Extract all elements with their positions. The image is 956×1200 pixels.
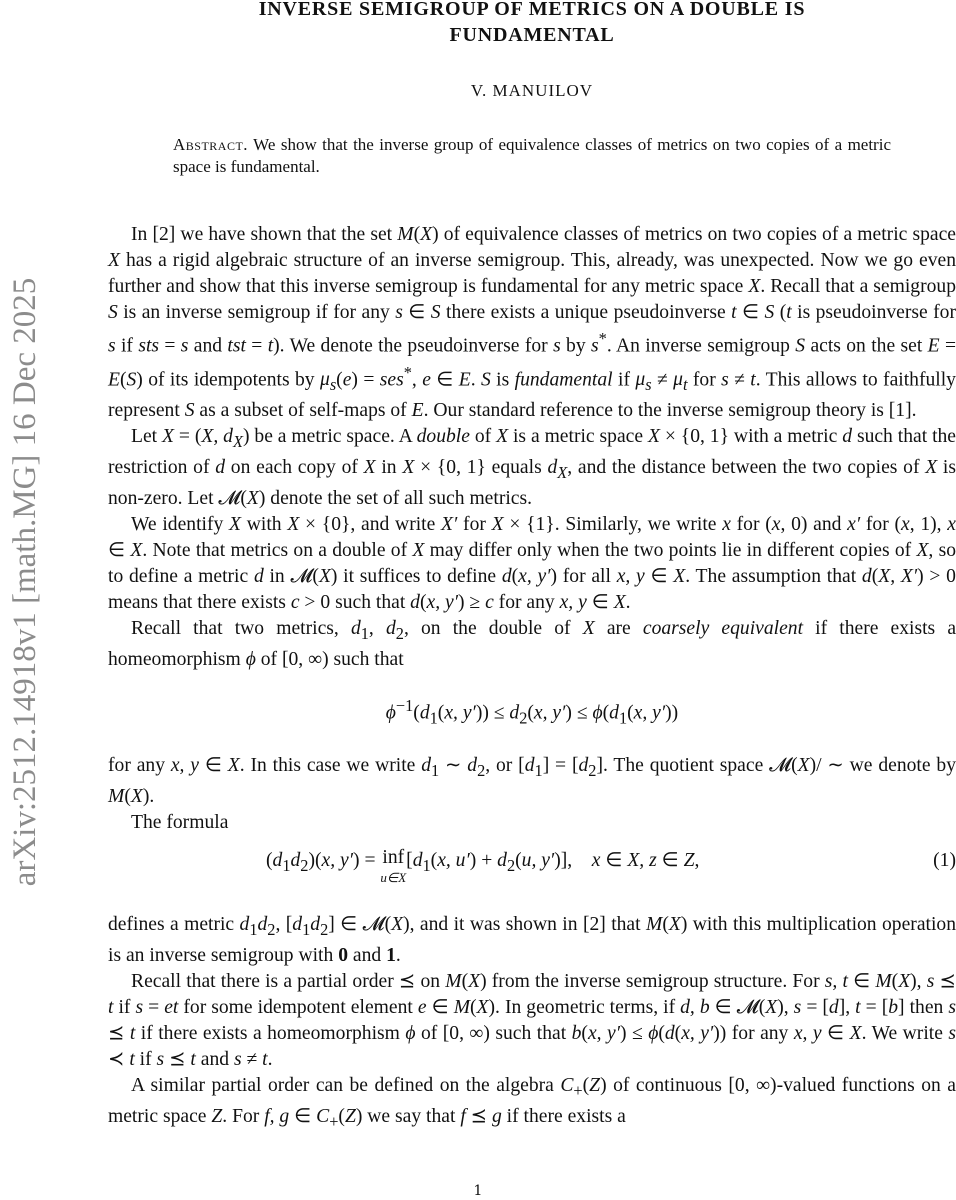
paragraph: The formula: [131, 812, 229, 834]
arxiv-identifier: arXiv:2512.14918v1 [math.MG] 16 Dec 2025: [7, 277, 43, 887]
equation-1: $(d_1d_2)(x$, y′) = inf u∈X [$d_1(x$, $u') + d_2(u$, y′)], x ∈ X, z ∈ Z, (1): [266, 847, 956, 886]
paragraph: defines a metric $d_1d_2$, $[d_1d_2]$ ∈ 𝓜(X), and it was shown in [2] that M(X) with this multiplication operation is an inverse semigroup with 0 and 1.: [108, 914, 956, 966]
paragraph: In [2] we have shown that the set M(X) of equivalence classes of metrics on two copies of a metric space X has a rigid algebraic structure of an inverse semigroup. This, already, was unexpected. Now we go even further and show that this inverse semigroup is fundamental for any metric space X. Recall that a semigroup S is an inverse semigroup if for any s ∈ S there exists a unique pseudoinverse t ∈ S (t is pseudoinverse for s if sts = s and tst = t). We denote the pseudoinverse for s by s*. An inverse semigroup S acts on the set E = E(S) of its idempotents by $\mu_s(e) = ses^*$, e ∈ E. S is fundamental if $\mu_s \ne \mu_t$ for s ≠ t. This allows to faithfully represent S as a subset of self-maps of E. Our standard reference to the inverse semigroup theory is [1].: [108, 224, 956, 421]
paragraph: We identify X with X × {0}, and write X′ for X × {1}. Similarly, we write x for (x, 0) and x′ for (x, 1), x ∈ X. Note that metrics on a double of X may differ only when the two points lie in different copies of X, so to define a metric d in 𝓜(X) it suffices to define d(x, y′) for all x, y ∈ X. The assumption that d(X, X′) > 0 means that there exists c > 0 such that d(x, y′) ≥ c for any x, y ∈ X.: [108, 513, 956, 613]
paragraph: Recall that two metrics, $d_1$, $d_2$, on the double of X are coarsely equivalent if there exists a homeomorphism ϕ of [0, ∞) such that: [108, 617, 956, 670]
paragraph: Recall that there is a partial order ⪯ on M(X) from the inverse semigroup structure. For s, t ∈ M(X), s ⪯ t if s = et for some idempotent element e ∈ M(X). In geometric terms, if d, b ∈ 𝓜(X), s = [d], t = [b] then s ⪯ t if there exists a homeomorphism ϕ of [0, ∞) such that b(x, y′) ≤ ϕ(d(x, y′)) for any x, y ∈ X. We write s ≺ t if s ⪯ t and s ≠ t.: [108, 970, 956, 1070]
paper-page: [108, 0, 956, 1135]
paragraph: A similar partial order can be defined on the algebra $C_+(Z)$ of continuous [0, ∞)-valued functions on a metric space Z. For f, g ∈ $C_+(Z)$ we say that f ⪯ g if there exists a: [108, 1074, 956, 1131]
abstract-text: We show that the inverse group of equivalence classes of metrics on two copies of a metric space is fundamental.: [173, 135, 891, 176]
page-number: 1: [473, 1183, 483, 1199]
equation: $\phi^{-1}(d_1(x$, $y')) \le d_2(x$, $y') \le \phi(d_1(x$, y′)): [385, 695, 679, 728]
author: V. MANUILOV: [470, 81, 594, 100]
paper-title: INVERSE SEMIGROUP OF METRICS ON A DOUBLE IS FUNDAMENTAL: [258, 0, 806, 46]
paragraph: for any x, y ∈ X. In this case we write $d_1$ ∼ $d_2$, or $[d_1] = [d_2]$. The quotient space 𝓜(X)/ ∼ we denote by M(X).: [108, 755, 956, 808]
body-text: [108, 222, 956, 1135]
abstract: [173, 134, 891, 178]
equation-number: (1): [933, 850, 956, 872]
paragraph: Let X = (X, $d_X$) be a metric space. A double of X is a metric space X × {0, 1} with a metric d such that the restriction of d on each copy of X in X × {0, 1} equals $d_X$, and the distance between the two copies of X is non-zero. Let 𝓜(X) denote the set of all such metrics.: [108, 425, 956, 509]
abstract-label: Abstract.: [173, 135, 249, 154]
